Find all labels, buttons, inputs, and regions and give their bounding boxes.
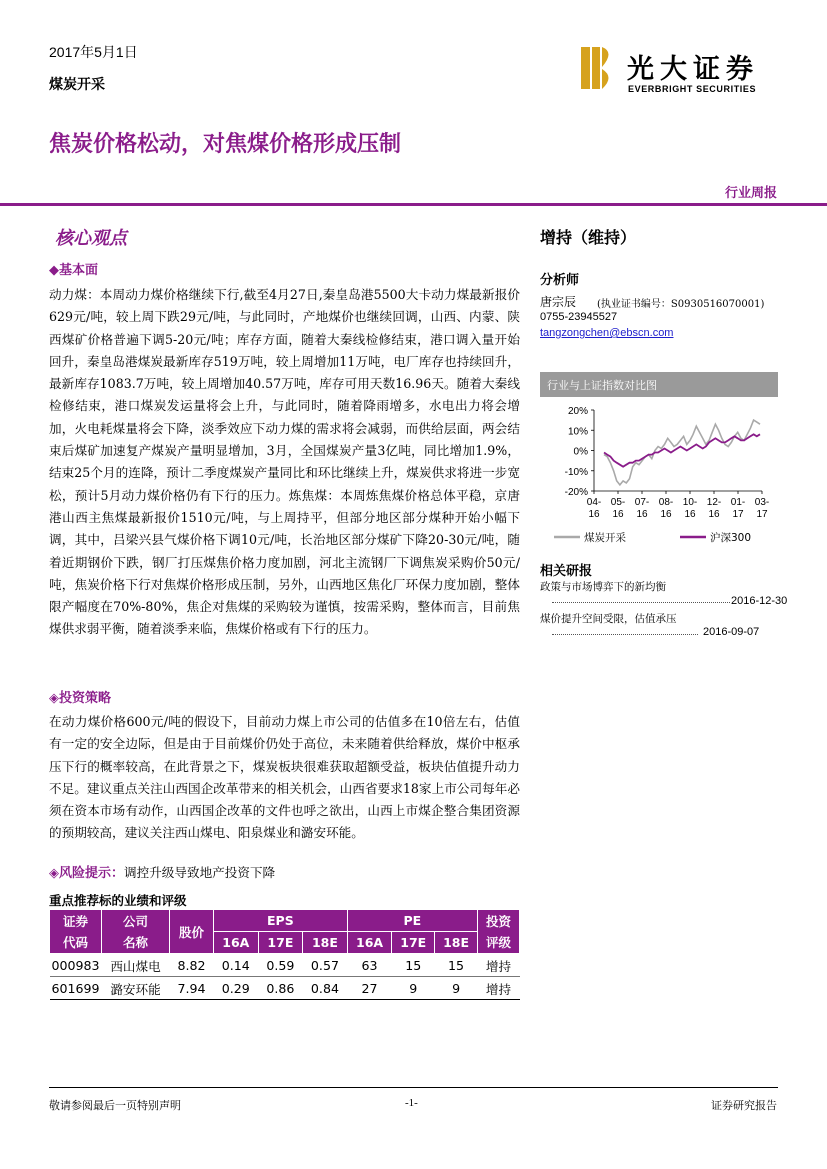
y-tick-label: 20%	[567, 406, 588, 417]
x-tick-label: 05-	[610, 497, 626, 508]
related-report-title[interactable]: 煤价提升空间受限，估值承压	[540, 613, 677, 625]
strategy-heading: ◈投资策略	[49, 691, 111, 706]
x-tick-label: 01-	[730, 497, 746, 508]
stock-name: 潞安环能	[102, 977, 170, 1000]
page-number: -1-	[405, 1097, 418, 1109]
pe-18e: 9	[435, 977, 478, 1000]
company-logo	[581, 47, 781, 97]
core-view-heading: 核心观点	[55, 228, 127, 249]
x-tick-label: 16	[636, 509, 648, 520]
header-year: 18E	[303, 932, 348, 954]
risk-text: 调控升级导致地产投资下降	[124, 865, 276, 880]
pe-18e: 15	[435, 954, 478, 977]
risk-warning	[49, 862, 275, 881]
strategy-text: 在动力煤价格600元/吨的假设下，目前动力煤上市公司的估值多在10倍左右，估值有一定的安全边际，但是由于目前煤价仍处于高位，未来随着供给释放，煤价中枢承压下行的概率较高，在此背景之下，煤炭板块很难获取超额受益，板块估值提升动力不足。建议重点关注山西国企改革带来的相关机会，山西省要求18家上市公司每年必须在资本市场有动作，山西国企改革的文件也呼之欲出，山西上市煤企整合集团资源的预期较高，建议关注西山煤电、阳泉煤业和潞安环能。	[49, 714, 520, 841]
leader-dots	[552, 634, 698, 635]
related-report-date: 2016-12-30	[731, 595, 788, 607]
related-report-date: 2016-09-07	[703, 626, 760, 638]
analyst-phone: 0755-23945527	[540, 311, 618, 323]
series-line-coal	[604, 420, 760, 485]
header-year: 16A	[214, 932, 259, 954]
x-tick-label: 16	[660, 509, 672, 520]
eps-16a: 0.29	[214, 977, 259, 1000]
chart-canvas	[540, 397, 778, 550]
y-tick-label: -10%	[564, 466, 588, 478]
stock-rating: 增持	[478, 954, 520, 977]
y-tick-label: 10%	[567, 426, 588, 438]
x-tick-label: 16	[612, 509, 624, 520]
stock-code: 601699	[50, 977, 102, 1000]
eps-18e: 0.57	[303, 954, 348, 977]
chart-title: 行业与上证指数对比图	[540, 372, 778, 397]
header-year: 17E	[258, 932, 303, 954]
header-divider	[0, 203, 827, 206]
x-tick-label: 17	[732, 509, 744, 520]
stock-name: 西山煤电	[102, 954, 170, 977]
logo-mark-icon	[581, 47, 615, 89]
report-date: 2017年5月1日	[49, 44, 138, 60]
stock-code: 000983	[50, 954, 102, 977]
analyst-email-link[interactable]: tangzongchen@ebscn.com	[540, 327, 674, 339]
x-tick-label: 04-	[586, 497, 602, 508]
logo-text-cn: 光大证券	[627, 54, 759, 85]
x-tick-label: 16	[588, 509, 600, 520]
footer-report-label: 证券研究报告	[711, 1099, 777, 1112]
header-eps: EPS	[214, 910, 348, 932]
legend-label: 煤炭开采	[584, 532, 626, 544]
x-tick-label: 17	[756, 509, 768, 520]
header-year: 17E	[392, 932, 435, 954]
header-pe: PE	[347, 910, 477, 932]
table-row	[50, 954, 520, 977]
analyst-heading: 分析师	[540, 273, 580, 288]
table-title: 重点推荐标的业绩和评级	[49, 893, 187, 908]
eps-16a: 0.14	[214, 954, 259, 977]
analyst-name: 唐宗辰	[540, 295, 577, 309]
stock-price: 8.82	[170, 954, 214, 977]
fundamentals-text: 动力煤：本周动力煤价格继续下行,截至4月27日,秦皇岛港5500大卡动力煤最新报价629元/吨，较上周下跌29元/吨，与此同时，产地煤价也继续回调，山西、内蒙、陕西煤矿价格普遍下调5-20元/吨；库存方面，随着大秦线检修结束，港口调入量开始回升，秦皇岛港煤炭最新库存519万吨，较上周增加11万吨，电厂库存也持续回升，最新库存1083.7万吨，较上周增加40.57万吨，库存可用天数16.96天。随着大秦线检修结束，港口煤炭发运量将会上升，与此同时，随着降雨增多，水电出力将会增加，火电耗煤量将会下降，淡季效应下动力煤的需求将会减弱，而供给层面，两会结束后煤矿加速复产煤炭产量明显增加，3月，全国煤炭产量3亿吨，同比增加1.9%，结束25个月的连降，预计二季度煤炭产量同比和环比继续上升，煤炭供求将进一步宽松，预计5月动力煤价格仍有下行的压力。炼焦煤：本周炼焦煤价格总体平稳，京唐港山西主焦煤最新报价1510元/吨，与上周持平，但部分地区部分煤种开始小幅下调，其中，吕梁兴县气煤价格下调10元/吨，长治地区部分煤矿下降20-30元/吨，随着近期钢价下跌，钢厂打压煤焦价格力度加剧，河北主流钢厂下调焦炭采购价50元/吨，焦炭价格下行对焦煤价格形成压制，另外，山西地区焦化厂环保力度加剧，整体限产幅度在70%-80%，焦企对焦煤的采购较为谨慎，按需采购，整体而言，目前焦煤供求弱平衡，随着淡季来临，焦煤价格或有下行的压力。	[49, 287, 520, 637]
report-type: 行业周报	[724, 186, 777, 201]
footer-divider	[49, 1087, 778, 1088]
header-rating: 投资 评级	[478, 910, 520, 954]
leader-dots	[552, 602, 730, 603]
recommendation-table	[49, 909, 520, 1000]
x-tick-label: 12-	[706, 497, 722, 508]
analyst-certificate: (执业证书编号：S0930516070001)	[597, 299, 765, 310]
logo-text-en: EVERBRIGHT SECURITIES	[628, 84, 757, 94]
footer-disclaimer: 敬请参阅最后一页特别声明	[49, 1099, 181, 1112]
header-name: 公司 名称	[102, 910, 170, 954]
eps-17e: 0.59	[258, 954, 303, 977]
rating-label: 增持（维持）	[540, 228, 637, 247]
pe-17e: 9	[392, 977, 435, 1000]
related-report-title[interactable]: 政策与市场博弈下的新均衡	[540, 581, 666, 593]
risk-label: ◈风险提示：	[49, 866, 124, 881]
x-tick-label: 16	[708, 509, 720, 520]
x-tick-label: 10-	[682, 497, 698, 508]
sector-label: 煤炭开采	[49, 77, 105, 93]
table-row	[50, 977, 520, 1000]
related-reports-heading: 相关研报	[540, 564, 593, 579]
header-price: 股价	[170, 910, 214, 954]
pe-16a: 63	[347, 954, 392, 977]
pe-17e: 15	[392, 954, 435, 977]
x-tick-label: 03-	[754, 497, 770, 508]
fundamentals-heading: ◆基本面	[49, 263, 98, 278]
x-tick-label: 07-	[634, 497, 650, 508]
header-year: 18E	[435, 932, 478, 954]
x-tick-label: 08-	[658, 497, 674, 508]
comparison-chart	[540, 372, 778, 550]
pe-16a: 27	[347, 977, 392, 1000]
report-title: 焦炭价格松动，对焦煤价格形成压制	[49, 132, 402, 157]
y-tick-label: -20%	[564, 487, 588, 498]
eps-17e: 0.86	[258, 977, 303, 1000]
eps-18e: 0.84	[303, 977, 348, 1000]
legend-label: 沪深300	[710, 532, 752, 544]
stock-price: 7.94	[170, 977, 214, 1000]
y-tick-label: 0%	[573, 446, 588, 458]
header-code: 证券 代码	[50, 910, 102, 954]
header-year: 16A	[347, 932, 392, 954]
stock-rating: 增持	[478, 977, 520, 1000]
x-tick-label: 16	[684, 509, 696, 520]
